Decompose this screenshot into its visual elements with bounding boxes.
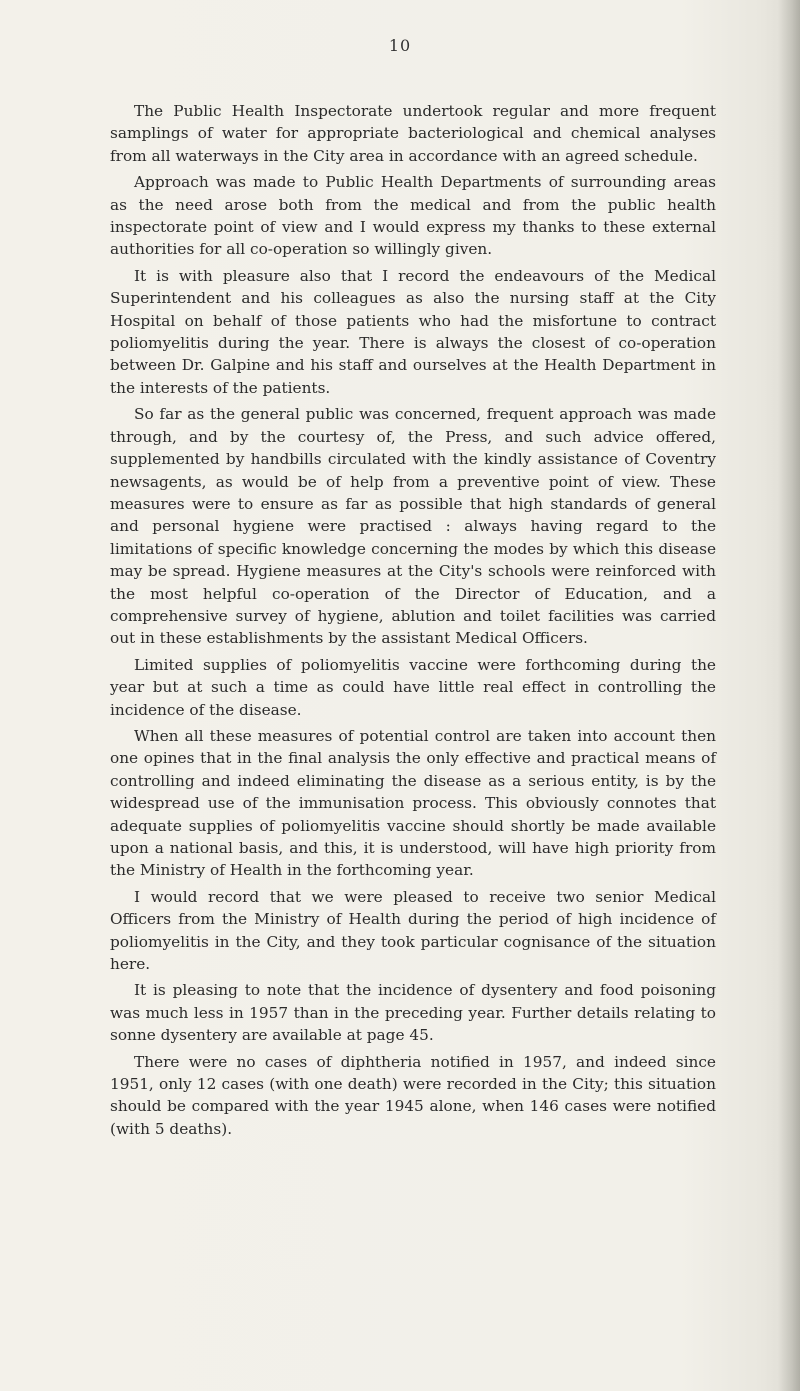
page-number: 10 (388, 36, 412, 55)
paragraph-dysentery: It is pleasing to note that the incidence of dysentery and food poisoning was much less in 1957 than in the preceding year. Further details relating to sonne dysentery are available at page 45. (110, 981, 716, 1045)
body-text (110, 100, 716, 1144)
page-edge-shadow (778, 0, 800, 1391)
paragraph-diphtheria: There were no cases of diphtheria notified in 1957, and indeed since 1951, only 12 cases (with one death) were recorded in the City; this situation should be compared with the year 1945 alone, when 146 cases were notified (with 5 deaths). (110, 1052, 716, 1138)
paragraph-general-public: So far as the general public was concerned, frequent approach was made through, and by the courtesy of, the Press, and such advice offered, supplemented by handbills circulated with the kindly assistance of Coventry newsagents, as would be of help from a preventive point of view. These measures were to ensure as far as possible that high standards of general and personal hygiene were practised : always having regard to the limitations of specific knowledge concerning the modes by which this disease may be spread. Hygiene measures at the City's schools were reinforced with the most helpful co-operation of the Director of Education, and a comprehensive survey of hygiene, ablution and toilet facilities was carried out in these establishments by the assistant Medical Officers. (110, 405, 716, 648)
paragraph-water-sampling: The Public Health Inspectorate undertook regular and more frequent samplings of water for appropriate bacteriological and chemical analyses from all waterways in the City area in accordance with an agreed schedule. (110, 102, 716, 165)
paragraph-vaccine-supplies: Limited supplies of poliomyelitis vaccine were forthcoming during the year but at such a time as could have little real effect in controlling the incidence of the disease. (110, 655, 716, 719)
paragraph-surrounding-areas: Approach was made to Public Health Departments of surrounding areas as the need arose both from the medical and from the public health inspectorate point of view and I would express my thanks to these external authorities for all co-operation so willingly given. (110, 173, 716, 259)
paragraph-ministry-officers: I would record that we were pleased to receive two senior Medical Officers from the Ministry of Health during the period of high incidence of poliomyelitis in the City, and they took particular cognisance of the situation here. (110, 887, 716, 974)
paragraph-city-hospital: It is with pleasure also that I record the endeavours of the Medical Superintendent and his colleagues as also the nursing staff at the City Hospital on behalf of those patients who had the misfortune to contract poliomyelitis during the year. There is always the closest of co-operation between Dr. Galpine and his staff and ourselves at the Health Department in the interests of the patients. (110, 266, 716, 397)
paragraph-immunisation: When all these measures of potential control are taken into account then one opines that in the final analysis the only effective and practical means of controlling and indeed eliminating the disease as a serious entity, is by the widespread use of the immunisation process. This obviously connotes that adequate supplies of poliomyelitis vaccine should shortly be made available upon a national basis, and this, it is understood, will have high priority from the Ministry of Health in the forthcoming year. (110, 726, 716, 880)
